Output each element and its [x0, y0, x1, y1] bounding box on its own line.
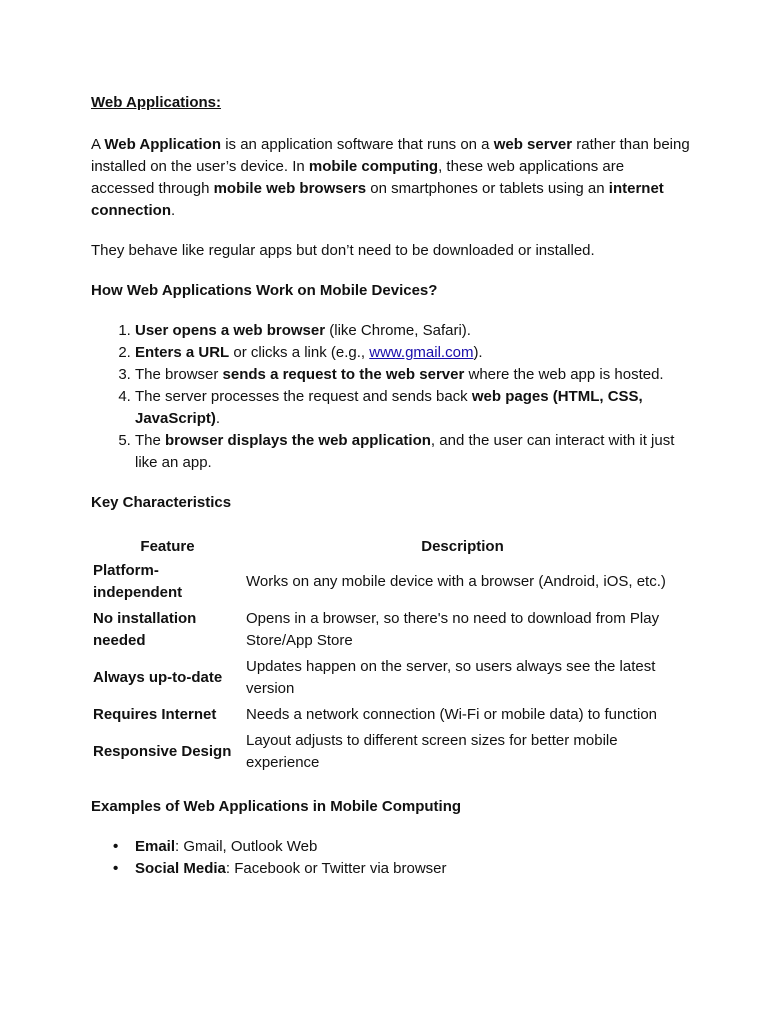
step-bold: browser displays the web application [165, 432, 431, 449]
example-label: Social Media [135, 860, 226, 877]
feature-cell: Responsive Design [93, 743, 232, 760]
example-text: : Facebook or Twitter via browser [225, 860, 447, 877]
description-cell: Layout adjusts to different screen sizes for better mobile experience [246, 732, 618, 771]
feature-cell: Platform-independent [93, 562, 183, 601]
intro-text: rather than being installed on the user’s device. In [91, 136, 690, 175]
table-header-row [91, 532, 681, 558]
column-header-description: Description [421, 538, 504, 555]
table-row [91, 728, 681, 776]
feature-cell: No installation needed [93, 610, 197, 649]
intro-text: is an application software that runs on a [221, 136, 494, 153]
column-header-feature: Feature [140, 538, 195, 555]
behave-paragraph: They behave like regular apps but don’t need to be downloaded or installed. [91, 242, 595, 259]
how-heading: How Web Applications Work on Mobile Devices? [91, 282, 438, 299]
example-label: Email [135, 838, 176, 855]
step-bold: web pages (HTML, CSS, JavaScript) [135, 388, 643, 427]
characteristics-heading: Key Characteristics [91, 494, 232, 511]
intro-text: A [91, 136, 105, 153]
step-text: (like Chrome, Safari). [325, 322, 471, 339]
step-text: where the web app is hosted. [464, 366, 664, 383]
step-item [135, 342, 681, 364]
table-row [91, 702, 681, 728]
table-row [91, 558, 681, 606]
feature-cell: Requires Internet [93, 706, 217, 723]
step-bold: Enters a URL [135, 344, 230, 361]
step-text: , and the user can interact with it just like an app. [135, 432, 675, 471]
intro-bold-term: internet connection [91, 180, 664, 219]
step-text: The browser [135, 366, 223, 383]
list-item [135, 858, 691, 880]
step-text: The server processes the request and sends back [135, 388, 472, 405]
step-text: . [215, 410, 221, 427]
description-cell: Updates happen on the server, so users always see the latest version [246, 658, 656, 697]
step-text: ). [473, 344, 483, 361]
intro-text: on smartphones or tablets using an [366, 180, 609, 197]
table-row [91, 654, 681, 702]
step-bold: User opens a web browser [135, 322, 326, 339]
intro-text: . [171, 202, 176, 219]
intro-paragraph [91, 134, 691, 222]
step-text: The [135, 432, 166, 449]
examples-list [91, 836, 691, 880]
step-item [135, 364, 681, 386]
examples-heading: Examples of Web Applications in Mobile Computing [91, 798, 462, 815]
description-cell: Needs a network connection (Wi-Fi or mobile data) to function [246, 706, 658, 723]
intro-bold-term: web server [493, 136, 573, 153]
step-item [135, 430, 681, 474]
step-text: or clicks a link (e.g., [229, 344, 370, 361]
description-cell: Works on any mobile device with a browser (Android, iOS, etc.) [246, 573, 666, 590]
intro-bold-term: mobile computing [308, 158, 439, 175]
intro-bold-term: mobile web browsers [213, 180, 367, 197]
table-row [91, 606, 681, 654]
step-item [135, 386, 681, 430]
example-text: : Gmail, Outlook Web [175, 838, 318, 855]
intro-text: , these web applications are accessed through [91, 158, 625, 197]
description-cell: Opens in a browser, so there's no need to download from Play Store/App Store [246, 610, 660, 649]
document-page [91, 92, 691, 880]
step-bold: sends a request to the web server [222, 366, 465, 383]
feature-cell: Always up-to-date [93, 669, 223, 686]
features-table [91, 532, 681, 776]
list-item [135, 836, 691, 858]
steps-list [91, 320, 681, 474]
document-title: Web Applications: [91, 94, 222, 111]
intro-bold-term: Web Application [104, 136, 222, 153]
step-item [135, 320, 681, 342]
gmail-link[interactable]: www.gmail.com [369, 344, 474, 361]
